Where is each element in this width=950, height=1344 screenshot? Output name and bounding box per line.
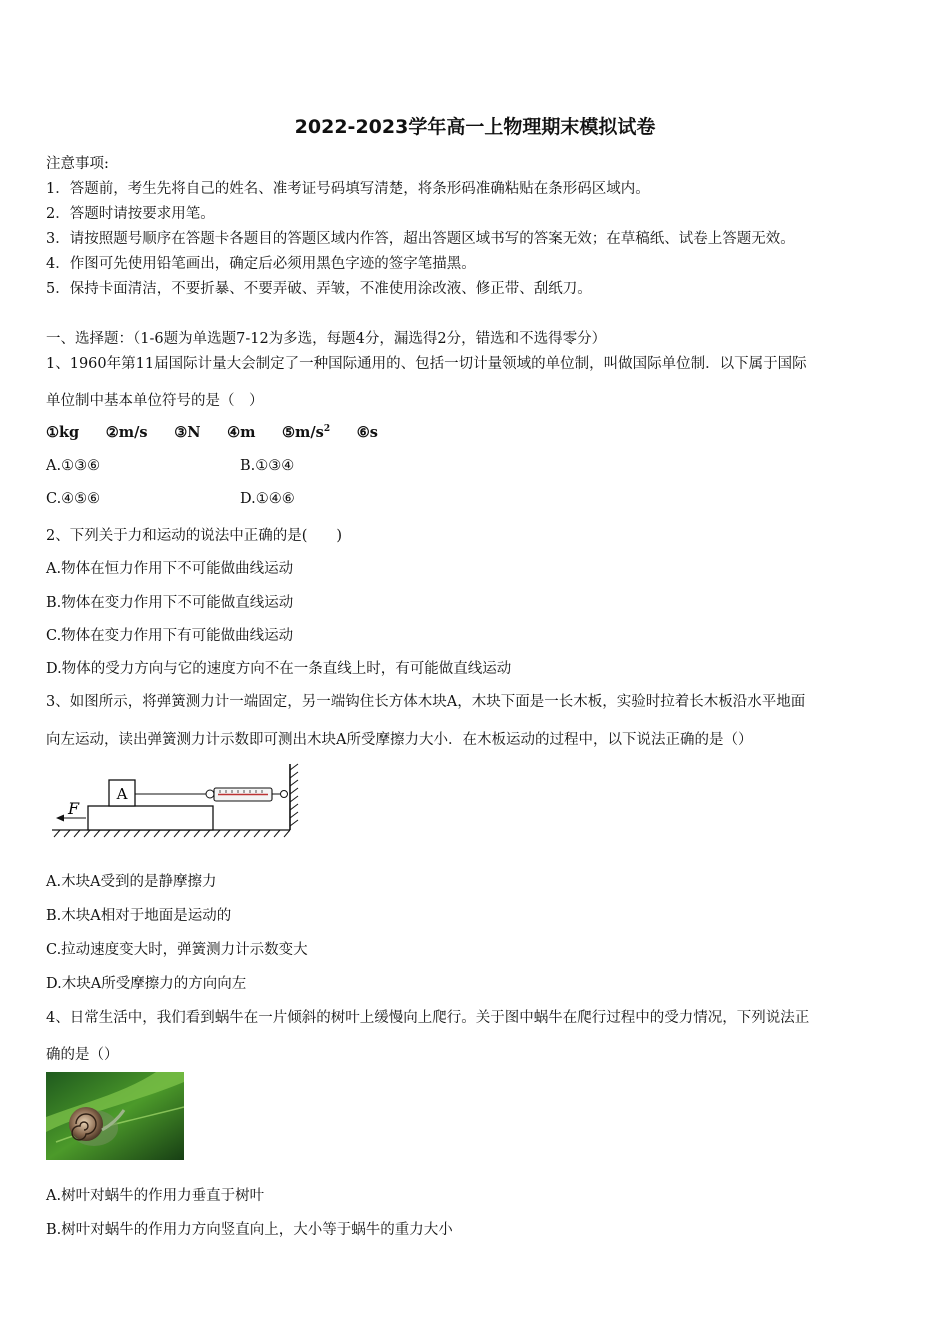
note-item-1: 1．答题前，考生先将自己的姓名、准考证号码填写清楚，将条形码准确粘贴在条形码区域内。 (46, 181, 650, 197)
q2-option-d: D.物体的受力方向与它的速度方向不在一条直线上时，有可能做直线运动 (46, 661, 512, 677)
q2-option-a: A.物体在恒力作用下不可能做曲线运动 (46, 561, 294, 577)
q3-option-d: D.木块A所受摩擦力的方向向左 (46, 976, 247, 992)
ground-hatching (54, 830, 290, 837)
wall-ring (281, 791, 288, 798)
q4-option-a: A.树叶对蜗牛的作用力垂直于树叶 (46, 1188, 265, 1204)
note-item-2: 2．答题时请按要求用笔。 (46, 206, 215, 222)
q1-symbol-4: ④m (227, 424, 256, 441)
wall-hatching (290, 764, 298, 826)
scale-hook (206, 790, 214, 798)
long-board (88, 806, 213, 830)
q1-stem-line2: 单位制中基本单位符号的是（ ） (46, 393, 264, 409)
q2-option-b: B.物体在变力作用下不可能做直线运动 (46, 595, 294, 611)
q2-stem: 2、下列关于力和运动的说法中正确的是( ) (46, 528, 343, 544)
q3-option-b: B.木块A相对于地面是运动的 (46, 908, 232, 924)
force-label: F (68, 799, 80, 818)
notes-heading: 注意事项: (46, 156, 109, 172)
q1-symbol-5 (282, 424, 330, 441)
note-item-4: 4．作图可先使用铅笔画出，确定后必须用黑色字迹的签字笔描黑。 (46, 256, 476, 272)
q1-option-d: D.①④⑥ (240, 491, 295, 507)
exam-title: 2022-2023学年高一上物理期末模拟试卷 (294, 116, 656, 138)
q1-option-c: C.④⑤⑥ (46, 491, 101, 507)
q1-symbol-2: ②m/s (105, 424, 148, 441)
q2-option-c: C.物体在变力作用下有可能做曲线运动 (46, 628, 294, 644)
note-item-3: 3．请按照题号顺序在答题卡各题目的答题区域内作答，超出答题区域书写的答案无效；在草稿纸、试卷上答题无效。 (46, 231, 795, 247)
q1-option-b: B.①③④ (240, 458, 295, 474)
block-a-label: A (116, 785, 128, 803)
q1-symbol-3: ③N (174, 424, 201, 441)
q4-stem-line1: 4、日常生活中，我们看到蜗牛在一片倾斜的树叶上缓慢向上爬行。关于图中蜗牛在爬行过程中的受力情况，下列说法正 (46, 1010, 810, 1026)
snail-on-leaf-photo (46, 1072, 184, 1160)
section-heading: 一、选择题：（1-6题为单选题7-12为多选，每题4分，漏选得2分，错选和不选得零分） (46, 331, 607, 347)
q3-stem-line1: 3、如图所示，将弹簧测力计一端固定，另一端钩住长方体木块A，木块下面是一长木板，实验时拉着长木板沿水平地面 (46, 694, 806, 710)
spring-scale-diagram (48, 762, 300, 842)
force-arrow-head (56, 815, 64, 822)
q4-option-b: B.树叶对蜗牛的作用力方向竖直向上，大小等于蜗牛的重力大小 (46, 1222, 453, 1238)
q4-stem-line2: 确的是（） (46, 1047, 119, 1063)
q1-stem-line1: 1、1960年第11届国际计量大会制定了一种国际通用的、包括一切计量领域的单位制，叫做国际单位制．以下属于国际 (46, 356, 807, 372)
q1-option-a: A.①③⑥ (46, 458, 101, 474)
q1-symbol-1: ①kg (46, 424, 80, 441)
q1-symbol-5-sup: 2 (323, 424, 331, 435)
q3-option-c: C.拉动速度变大时，弹簧测力计示数变大 (46, 942, 308, 958)
q3-stem-line2: 向左运动，读出弹簧测力计示数即可测出木块A所受摩擦力大小．在木板运动的过程中，以下说法正确的是（） (46, 732, 753, 748)
q1-symbol-5-text: ⑤m/s (282, 424, 324, 441)
q1-symbols (46, 424, 400, 441)
note-item-5: 5．保持卡面清洁，不要折暴、不要弄破、弄皱，不准使用涂改液、修正带、刮纸刀。 (46, 281, 592, 297)
q3-option-a: A.木块A受到的是静摩擦力 (46, 874, 217, 890)
q1-symbol-6: ⑥s (356, 424, 378, 441)
